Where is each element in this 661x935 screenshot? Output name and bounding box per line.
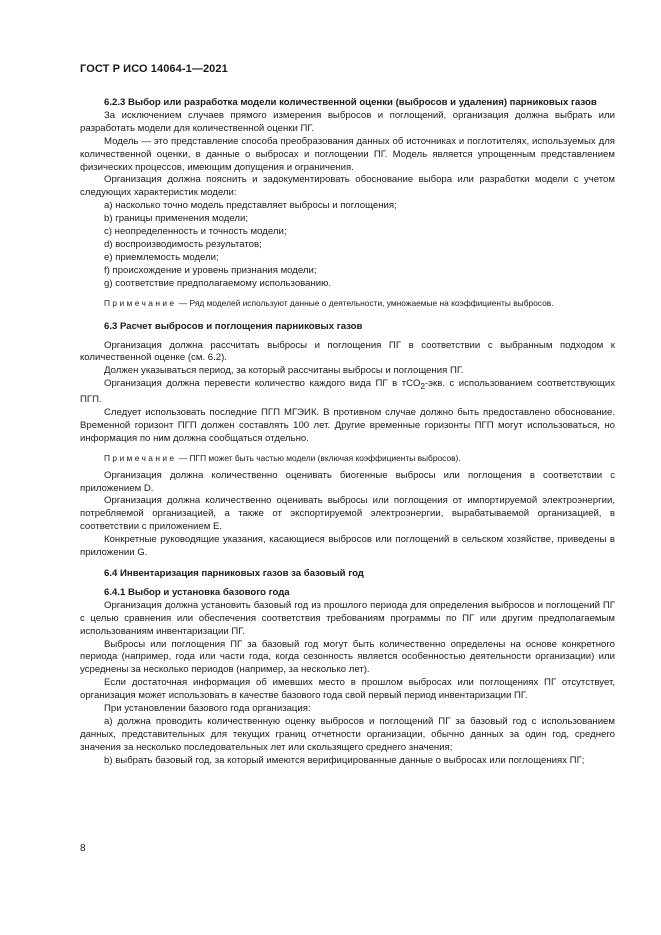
document-body [80, 97, 615, 768]
paragraph: Организация должна количественно оценивать выбросы или поглощения от импортируемой электроэнергии, потребляемой организацией, а также от экспортируемой электроэнергии, вырабатываемой организацией, в соответствии с приложением E. [80, 495, 615, 533]
section-heading-6-4: 6.4 Инвентаризация парниковых газов за базовый год [104, 568, 364, 579]
list-item: c) неопределенность и точность модели; [104, 226, 287, 238]
list-item: e) приемлемость модели; [104, 251, 219, 263]
note-label: Примечание [104, 452, 177, 463]
note-text: — ПГП может быть частью модели (включая коэффициенты выбросов). [176, 452, 461, 463]
paragraph: Конкретные руководящие указания, касающиеся выбросов или поглощений в сельском хозяйстве, приведены в приложении G. [80, 534, 615, 559]
paragraph: Организация должна пояснить и задокументировать обоснование выбора или разработки модели с учетом следующих характеристик модели: [80, 174, 615, 199]
paragraph: Выбросы или поглощения ПГ за базовый год могут быть количественно определены на основе конкретного периода (например, года или части года, когда сезонность является особенностью деятельности организации) или усреднены за несколько периодов (например, за несколько лет). [80, 638, 615, 676]
note [80, 297, 615, 309]
paragraph: Следует использовать последние ПГП МГЭИК. В противном случае должно быть предоставлено обоснование. Временной горизонт ПГП должен составлять 100 лет. Другие временные горизонты ПГП могут использоваться, но информация по ним должна сообщаться отдельно. [80, 406, 615, 444]
list-item: g) соответствие предполагаемому использованию. [104, 277, 331, 289]
paragraph: Организация должна перевести количество каждого вида ПГ в тCO$_2$-экв. с использованием соответствующих ПГП. [80, 378, 616, 406]
paragraph: Организация должна установить базовый год из прошлого периода для определения выбросов и поглощений ПГ с целью сравнения или обеспечения соответствия требованиям программы по ПГ или другим предполагаемым использованиям инвентаризации ПГ. [80, 599, 615, 637]
note [80, 452, 615, 464]
paragraph: Модель — это представление способа преобразования данных об источниках и поглотителях, используемых для количественной оценки, в данные о выбросах и поглощении ПГ. Модель является упрощенным представлением физических процессов, имеющим допущения и ограничения. [80, 135, 615, 173]
note-text: — Ряд моделей используют данные о деятельности, умножаемые на коэффициенты выбросов. [176, 297, 554, 308]
section-heading-6-4-1: 6.4.1 Выбор и установка базового года [104, 586, 290, 598]
section-heading-6-3: 6.3 Расчет выбросов и поглощения парниковых газов [104, 320, 363, 332]
paragraph: Организация должна рассчитать выбросы и поглощения ПГ в соответствии с выбранным подходом к количественной оценке (см. 6.2). [80, 339, 615, 364]
list-item: b) границы применения модели; [104, 213, 249, 225]
paragraph: При установлении базового года организация: [104, 703, 311, 715]
subscript: 2 [420, 382, 425, 392]
list-item: a) насколько точно модель представляет выбросы и поглощения; [104, 200, 397, 212]
paragraph: Должен указываться период, за который рассчитаны выбросы и поглощения ПГ. [104, 365, 464, 377]
page-number: 8 [80, 843, 86, 854]
list-item: d) воспроизводимость результатов; [104, 238, 262, 250]
list-item: a) должна проводить количественную оценку выбросов и поглощений ПГ за базовый год с использованием данных, представительных для текущих границ отчетности организации, обычно данных за один год, среднего значения за несколько последовательных лет или скользящего среднего значения; [80, 715, 615, 753]
paragraph: За исключением случаев прямого измерения выбросов и поглощений, организация должна выбрать или разработать модели для количественной оценки ПГ. [80, 109, 615, 134]
document-header: ГОСТ Р ИСО 14064-1—2021 [80, 63, 228, 75]
list-item: b) выбрать базовый год, за который имеются верифицированные данные о выбросах или поглощениях ПГ; [104, 754, 585, 766]
list-item: f) происхождение и уровень признания модели; [104, 264, 317, 276]
note-label: Примечание [104, 297, 177, 308]
paragraph: Организация должна количественно оценивать биогенные выбросы или поглощения в соответствии с приложением D. [80, 469, 615, 494]
paragraph: Если достаточная информация об имевших место в прошлом выбросах или поглощениях ПГ отсутствует, организация может использовать в качестве базового года свой первый период инвентаризации ПГ. [80, 677, 615, 702]
section-heading-6-2-3: 6.2.3 Выбор или разработка модели количественной оценки (выбросов и удаления) парниковых газов [104, 97, 597, 108]
